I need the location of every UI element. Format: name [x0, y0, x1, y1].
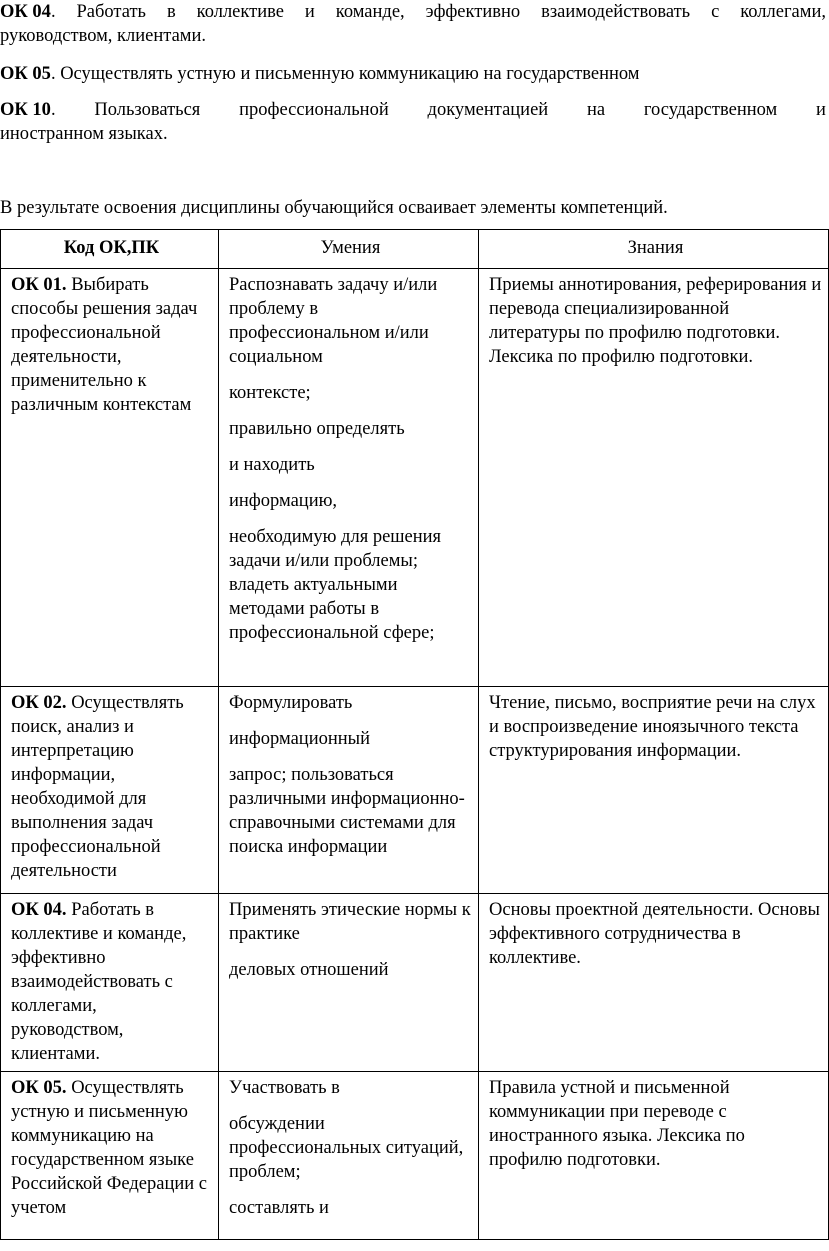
paragraph-ok05: [0, 62, 640, 86]
competency-text: Работать в коллективе и команде, эффективно взаимодействовать с коллегами, руководством, клиентами.: [11, 900, 187, 1064]
paragraph-ok10-word: документацией: [427, 100, 549, 120]
paragraph-ok04-word: с: [711, 2, 720, 22]
cell-knowledge: Правила устной и письменной коммуникации при переводе с иностранного языка. Лексика по профилю подготовки.: [479, 1072, 829, 1240]
skill-paragraph: запрос; пользоваться различными информационно-справочными системами для поиска информации: [229, 765, 465, 857]
table-row: [1, 687, 829, 894]
skill-paragraph: Участвовать в: [229, 1078, 340, 1098]
paragraph-result: В результате освоения дисциплины обучающийся осваивает элементы компетенций.: [0, 198, 668, 218]
paragraph-ok04-word: коллегами,: [740, 2, 826, 22]
paragraph-ok04-line1: [0, 0, 826, 24]
paragraph-ok10-code: ОК 10.: [0, 100, 56, 120]
paragraph-ok05-code: ОК 05: [0, 64, 51, 84]
competency-text: Осуществлять устную и письменную коммуникацию на государственном языке Российской Федерации с учетом: [11, 1078, 208, 1218]
paragraph-ok04-word: коллективе: [196, 2, 284, 22]
paragraph-ok10-word: государственном: [643, 100, 778, 120]
skill-paragraph: Формулировать: [229, 693, 353, 713]
cell-skills: [219, 269, 479, 687]
cell-knowledge: Приемы аннотирования, реферирования и перевода специализированной литературы по профилю подготовки. Лексика по профилю подготовки.: [479, 269, 829, 687]
skill-paragraph: обсуждении профессиональных ситуаций, проблем;: [229, 1114, 464, 1182]
competency-code: ОК 02.: [11, 693, 67, 713]
cell-skills: [219, 894, 479, 1072]
header-skills: Умения: [219, 230, 479, 269]
skill-paragraph: и находить: [229, 455, 315, 475]
competency-code: ОК 04.: [11, 900, 67, 920]
skill-paragraph: необходимую для решения задачи и/или проблемы; владеть актуальными методами работы в профессиональной сфере;: [229, 527, 442, 643]
skill-paragraph: контексте;: [229, 383, 311, 403]
competencies-table: [0, 229, 829, 1240]
paragraph-ok04-word: эффективно: [425, 2, 521, 22]
cell-code: [1, 687, 219, 894]
cell-knowledge: Основы проектной деятельности. Основы эффективного сотрудничества в коллективе.: [479, 894, 829, 1072]
paragraph-ok04-word: взаимодействовать: [541, 2, 691, 22]
table-header-row: [1, 230, 829, 269]
competency-text: Выбирать способы решения задач профессиональной деятельности, применительно к различным контекстам: [11, 275, 198, 415]
skill-paragraph: деловых отношений: [229, 960, 389, 980]
paragraph-ok04-word: Работать: [76, 2, 146, 22]
cell-skills: [219, 687, 479, 894]
header-knowledge: Знания: [479, 230, 829, 269]
paragraph-ok10-word: на: [587, 100, 606, 120]
paragraph-ok04-code: ОК 04.: [0, 2, 56, 22]
paragraph-ok04: [0, 0, 826, 48]
paragraph-ok10-line1: [0, 98, 826, 122]
paragraph-ok05-text: . Осуществлять устную и письменную коммуникацию на государственном: [50, 64, 640, 84]
skill-paragraph: составлять и: [229, 1198, 329, 1218]
skill-paragraph: информацию,: [229, 491, 338, 511]
table-row: [1, 1072, 829, 1240]
header-code: Код ОК,ПК: [1, 230, 219, 269]
cell-code: [1, 269, 219, 687]
competency-text: Осуществлять поиск, анализ и интерпретацию информации, необходимой для выполнения задач профессиональной деятельности: [11, 693, 184, 881]
skill-paragraph: Распознавать задачу и/или проблему в профессиональном и/или социальном: [229, 275, 438, 367]
skill-paragraph: Применять этические нормы к практике: [229, 900, 471, 944]
competency-code: ОК 05.: [11, 1078, 67, 1098]
cell-knowledge: Чтение, письмо, восприятие речи на слух и воспроизведение иноязычного текста структурирования информации.: [479, 687, 829, 894]
paragraph-ok04-word: и: [304, 2, 315, 22]
competency-code: ОК 01.: [11, 275, 67, 295]
cell-code: [1, 894, 219, 1072]
skill-paragraph: правильно определять: [229, 419, 405, 439]
paragraph-ok04-line2: руководством, клиентами.: [0, 26, 207, 46]
paragraph-ok10-line2: иностранном языках.: [0, 124, 168, 144]
paragraph-ok10-word: профессиональной: [239, 100, 389, 120]
cell-skills: [219, 1072, 479, 1240]
table-row: [1, 894, 829, 1072]
paragraph-ok10-word: Пользоваться: [94, 100, 201, 120]
paragraph-ok10: [0, 98, 826, 146]
paragraph-ok10-word: и: [816, 100, 826, 120]
skill-paragraph: информационный: [229, 729, 370, 749]
paragraph-ok04-word: команде,: [335, 2, 405, 22]
table-row: [1, 269, 829, 687]
paragraph-ok04-word: в: [166, 2, 176, 22]
cell-code: [1, 1072, 219, 1240]
